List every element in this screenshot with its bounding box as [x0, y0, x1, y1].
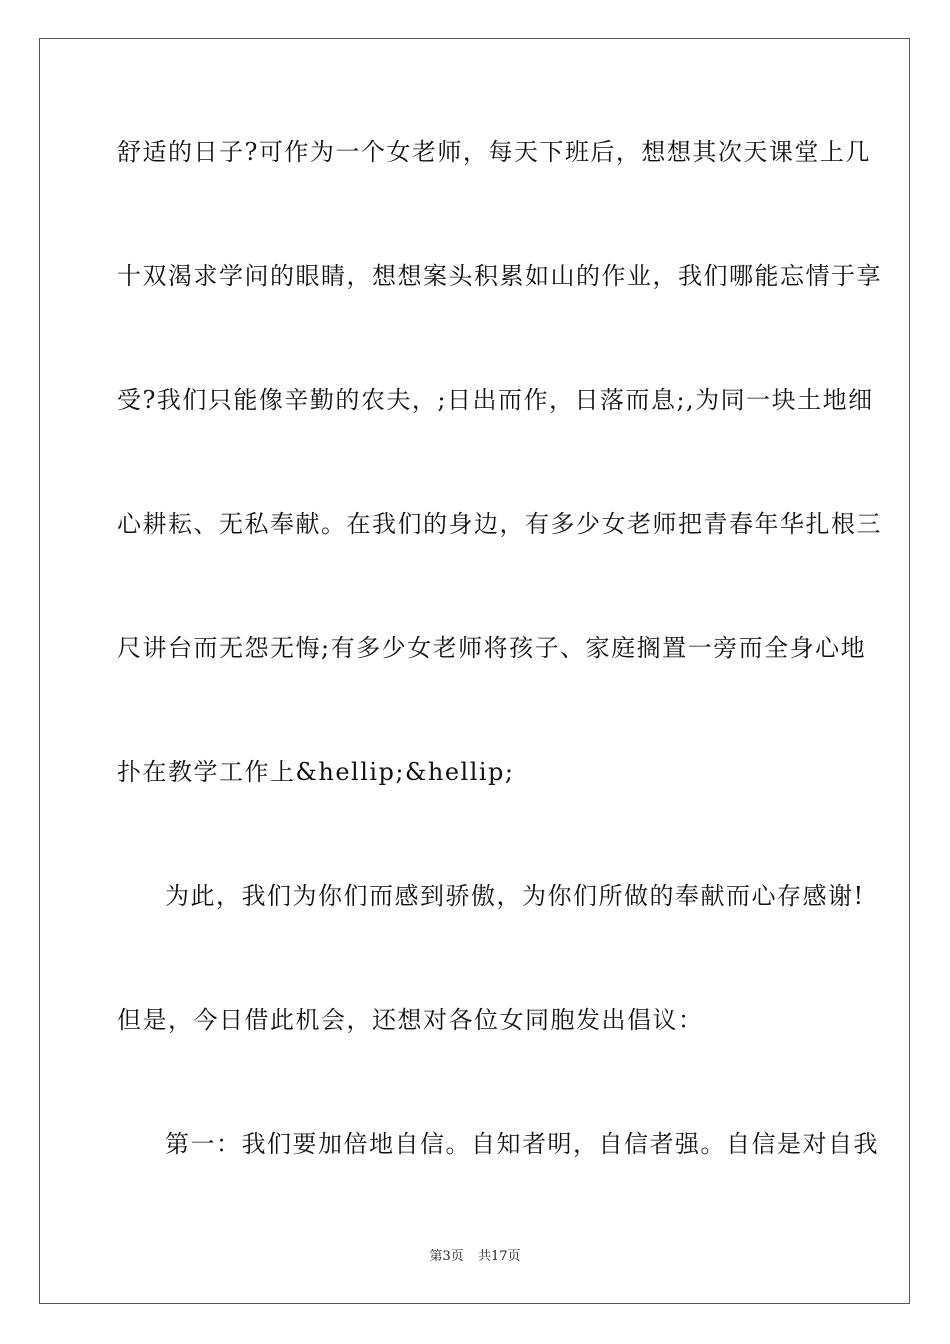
paragraph-line: 舒适的日子?可作为一个女老师，每天下班后，想想其次天课堂上几 [117, 138, 871, 166]
paragraph-line: 受?我们只能像辛勤的农夫，;日出而作，日落而息;,为同一块土地细 [117, 386, 874, 414]
paragraph-line: 尺讲台而无怨无悔;有多少女老师将孩子、家庭搁置一旁而全身心地 [117, 634, 867, 662]
paragraph-line: 为此，我们为你们而感到骄傲，为你们所做的奉献而心存感谢! [165, 882, 865, 910]
paragraph-line: 十双渴求学问的眼睛，想想案头积累如山的作业，我们哪能忘情于享 [117, 262, 882, 290]
paragraph-line: 但是，今日借此机会，还想对各位女同胞发出倡议： [117, 1006, 704, 1034]
page-number: 第3页 [429, 1249, 464, 1264]
paragraph-line: 扑在教学工作上&hellip;&hellip; [117, 758, 515, 786]
paragraph-line: 心耕耘、无私奉献。在我们的身边，有多少女老师把青春年华扎根三 [117, 510, 882, 538]
paragraph-line: 第一：我们要加倍地自信。自知者明，自信者强。自信是对自我 [165, 1130, 879, 1158]
page-total: 共17页 [477, 1249, 521, 1264]
page-border [39, 38, 910, 1304]
page-footer [0, 1249, 950, 1265]
